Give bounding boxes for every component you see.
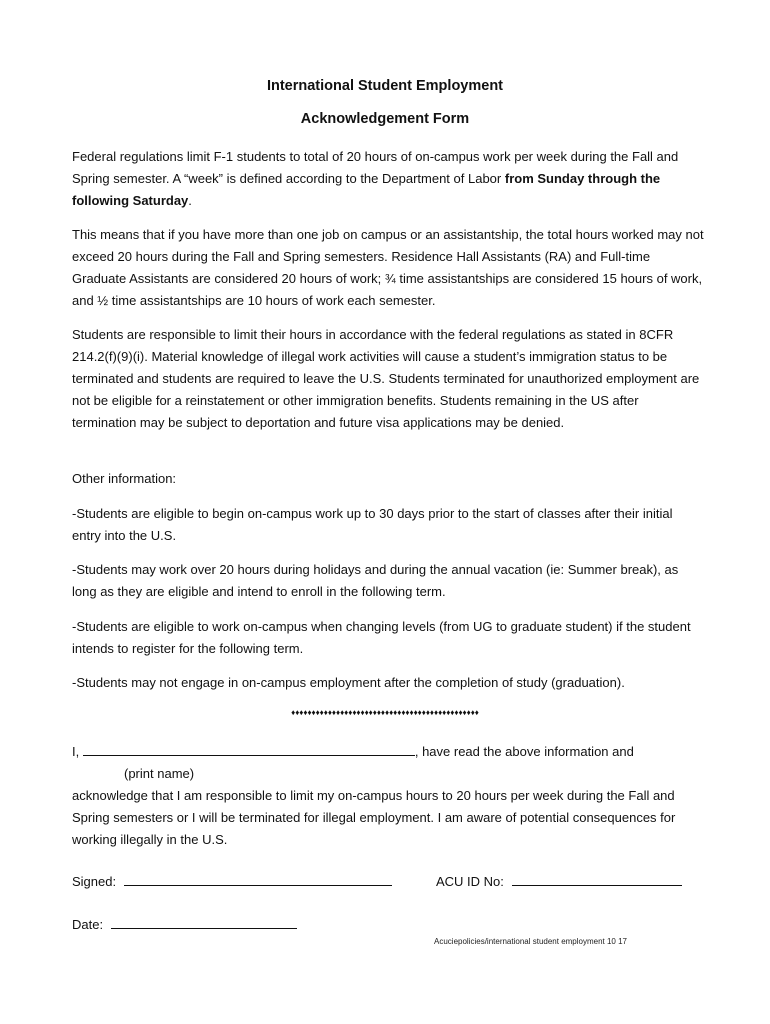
footer-reference: Acuciepolicies/international student employment 10 17	[434, 937, 628, 946]
diamond-divider: ♦♦♦♦♦♦♦♦♦♦♦♦♦♦♦♦♦♦♦♦♦♦♦♦♦♦♦♦♦♦♦♦♦♦♦♦♦♦♦♦♦♦♦♦♦♦	[291, 708, 479, 717]
ack-prefix: I,	[72, 744, 83, 759]
print-name-label: (print name)	[124, 766, 195, 781]
bullet-item: -Students are eligible to begin on-campus work up to 30 days prior to the start of classes after their initial entry into the U.S.	[72, 506, 673, 543]
bold-week-definition: from Sunday through the following Saturday	[72, 171, 661, 208]
bullet-item: -Students may not engage in on-campus employment after the completion of study (graduation).	[72, 675, 625, 690]
print-name-field[interactable]	[83, 741, 415, 756]
paragraph-end: .	[188, 193, 192, 208]
other-info-heading: Other information:	[72, 471, 177, 486]
signed-label: Signed:	[72, 874, 117, 889]
paragraph-federal-regulations	[72, 146, 704, 212]
bullet-item: -Students may work over 20 hours during holidays and during the annual vacation (ie: Summer break), as long as they are eligible and intend to enroll in the following term.	[72, 562, 679, 599]
paragraph-responsibility: Students are responsible to limit their hours in accordance with the federal regulations as stated in 8CFR 214.2(f)(9)(i). Material knowledge of illegal work activities will cause a student’s immigration status to be terminated and students are required to leave the U.S. Students terminated for unauthorized employment are not be eligible for a reinstatement or other immigration benefits. Students remaining in the US after termination may be subject to deportation and future visa applications may be denied.	[72, 327, 700, 430]
paragraph-hours-limit: This means that if you have more than one job on campus or an assistantship, the total hours worked may not exceed 20 hours during the Fall and Spring semesters. Residence Hall Assistants (RA) and Full-time Graduate Assistants are considered 20 hours of work; ¾ time assistantships are considered 15 hours of work, and ½ time assistantships are 10 hours of work each semester.	[72, 227, 704, 308]
signature-field[interactable]	[124, 871, 392, 886]
date-row	[72, 914, 297, 936]
signature-row	[72, 871, 392, 893]
bullet-item: -Students are eligible to work on-campus when changing levels (from UG to graduate student) if the student intends to register for the following term.	[72, 619, 691, 656]
ack-suffix: , have read the above information and	[414, 744, 634, 759]
acu-id-label: ACU ID No:	[436, 874, 504, 889]
acknowledgement-statement: acknowledge that I am responsible to limit my on-campus hours to 20 hours per week during the Fall and Spring semesters or I will be terminated for illegal employment. I am aware of potential consequences for working illegally in the U.S.	[72, 788, 676, 847]
date-field[interactable]	[111, 914, 297, 929]
acknowledgement-name-line	[72, 741, 634, 763]
form-subtitle: Acknowledgement Form	[300, 111, 470, 127]
acu-id-row	[436, 871, 682, 893]
paragraph-text: Federal regulations limit F-1 students to total of 20 hours of on-campus work per week during the Fall and Spring semester. A “week” is defined according to the Department of Labor	[72, 149, 679, 186]
form-title: International Student Employment	[266, 78, 504, 94]
acu-id-field[interactable]	[512, 871, 682, 886]
date-label: Date:	[72, 917, 104, 932]
